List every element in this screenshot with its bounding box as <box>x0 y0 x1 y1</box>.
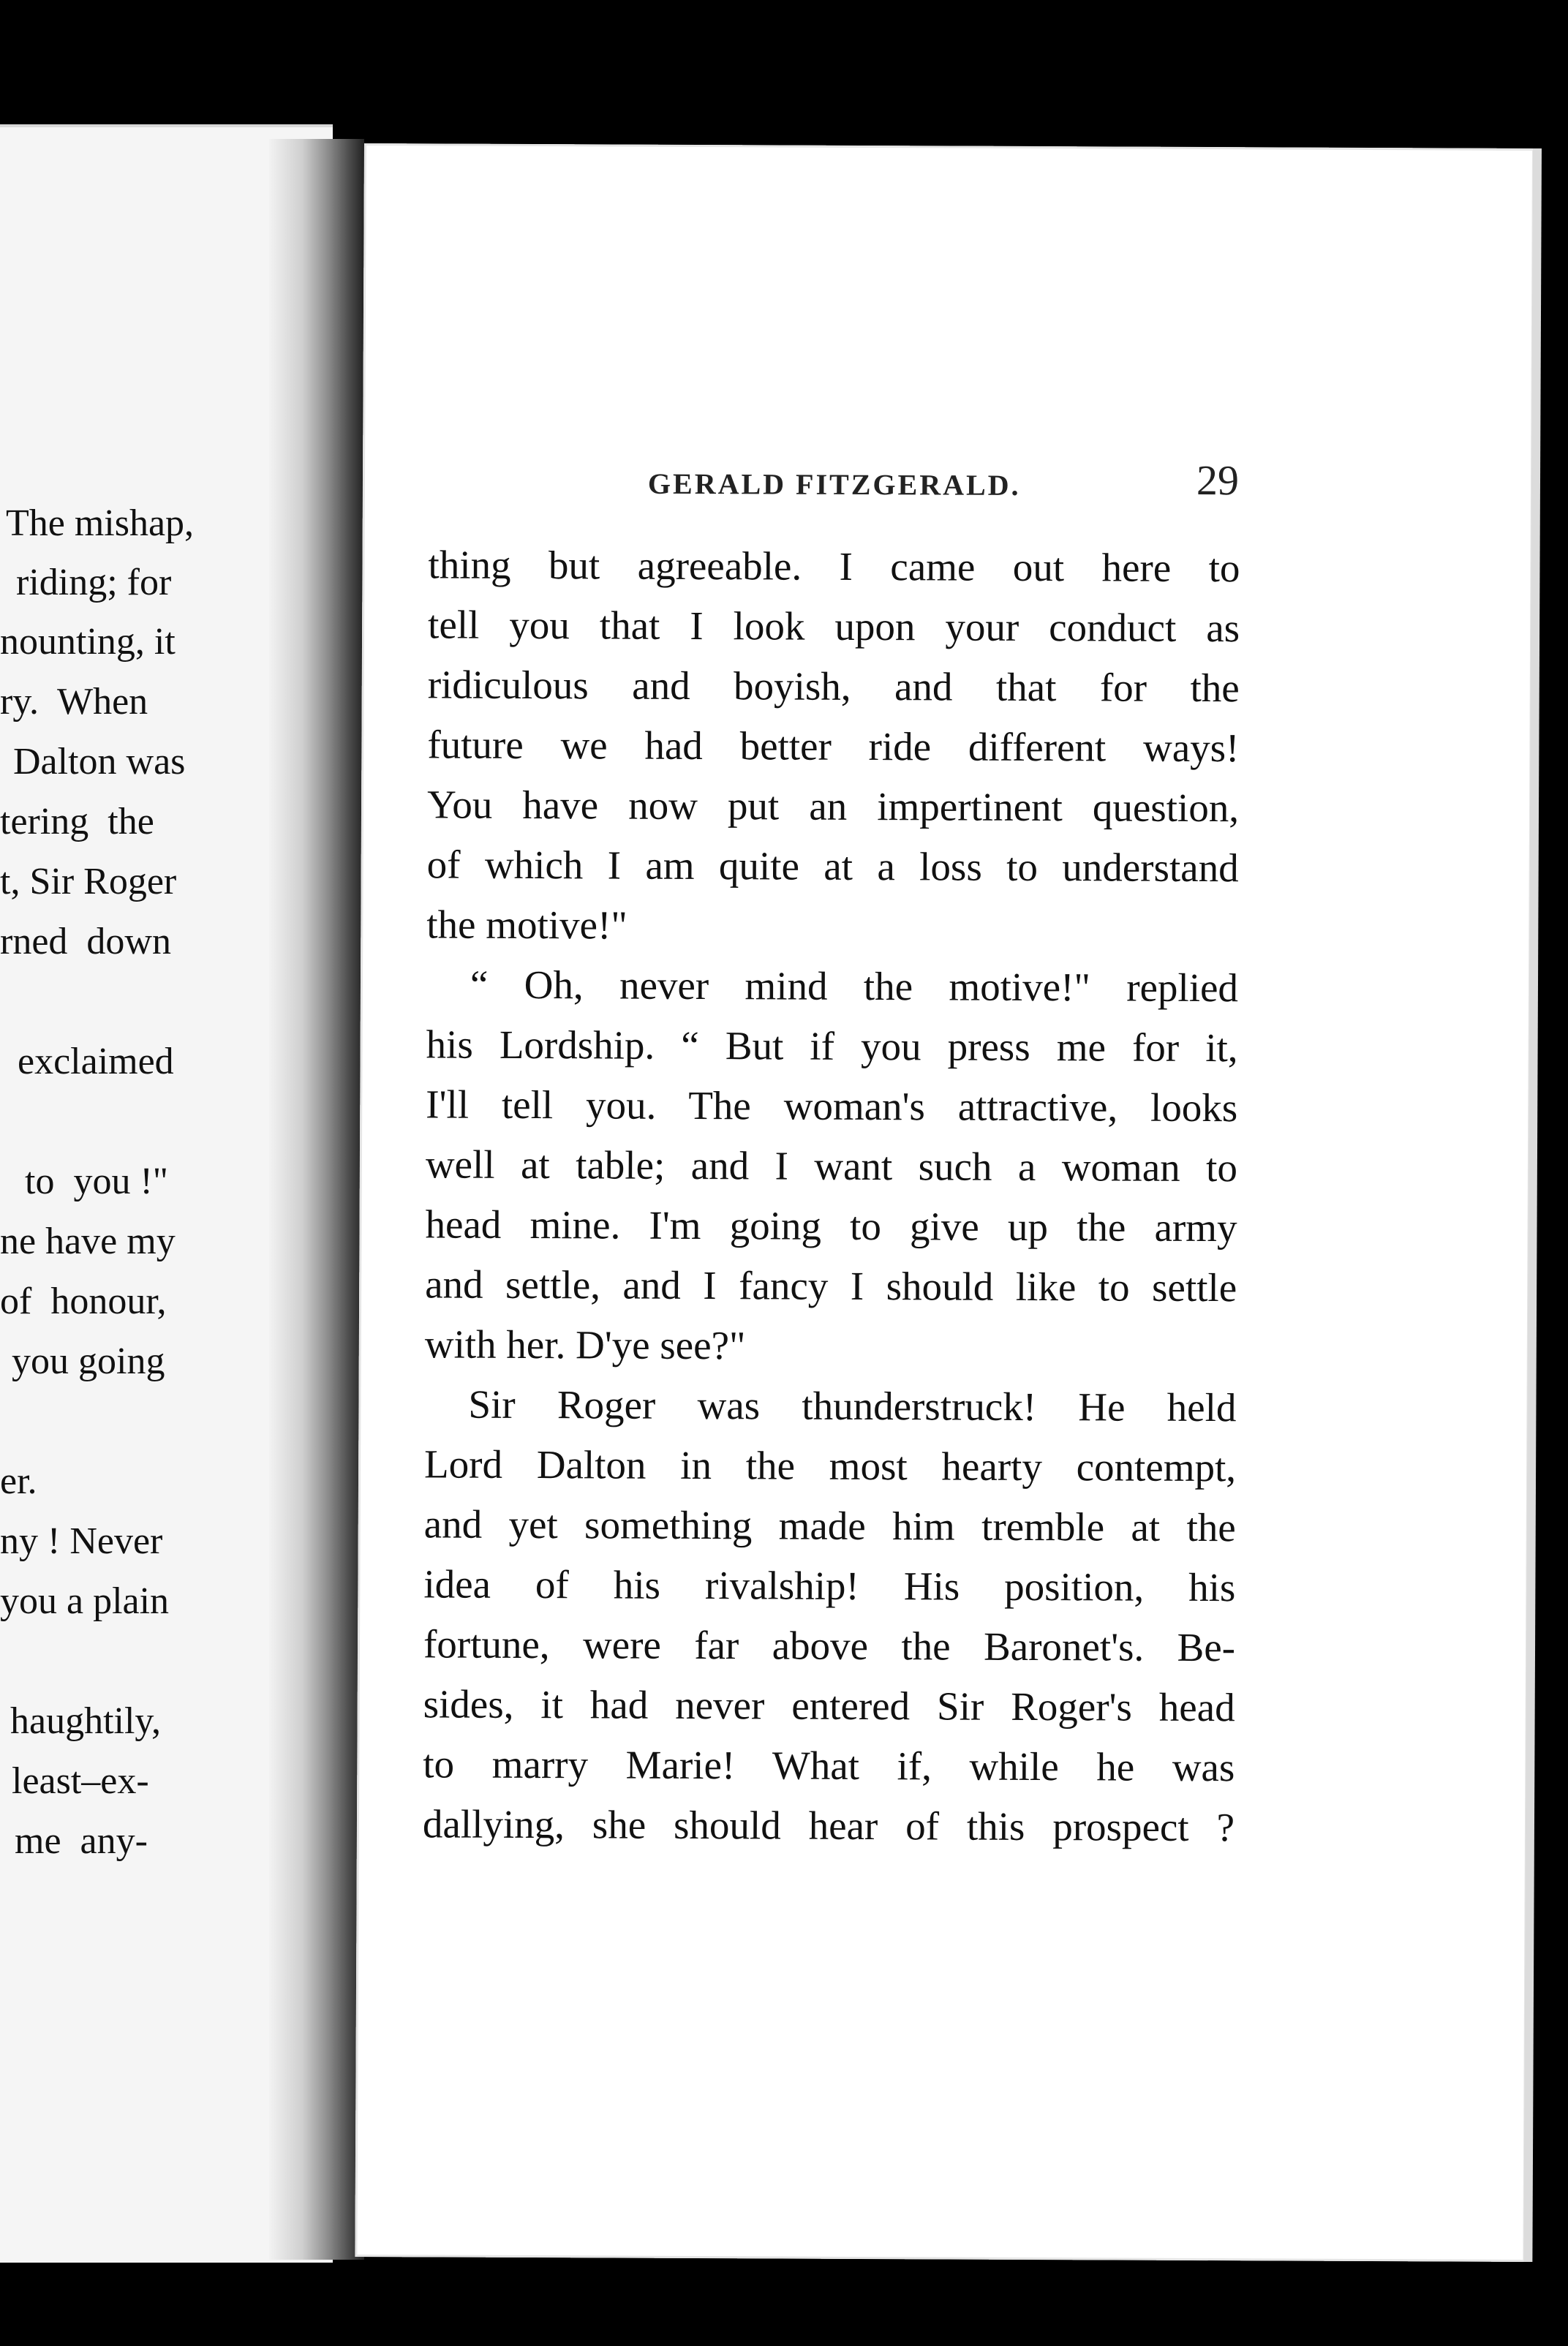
left-line: least–ex- <box>12 1760 149 1802</box>
left-line: me any- <box>15 1820 148 1862</box>
left-line: riding; for <box>16 562 172 603</box>
left-line: t, Sir Roger <box>0 861 177 902</box>
left-line: to you !" <box>25 1161 168 1202</box>
text-line: with her. D'ye see?" <box>424 1321 746 1368</box>
left-line: The mishap, <box>6 502 195 544</box>
text-line: “ Oh, never mind the motive!" replied <box>470 962 1239 1011</box>
text-line: I'll tell you. The woman's attractive, looks <box>426 1082 1238 1131</box>
left-line: Dalton was <box>13 741 186 782</box>
page-number: 29 <box>1196 456 1240 505</box>
text-line: tell you that I look upon your conduct as <box>427 602 1240 651</box>
text-line: well at table; and I want such a woman to <box>425 1142 1238 1191</box>
text-line: and yet something made him tremble at the <box>423 1501 1236 1550</box>
text-line: Lord Dalton in the most hearty contempt, <box>423 1441 1237 1490</box>
left-line: of honour, <box>0 1281 167 1322</box>
running-header: GERALD FITZGERALD. <box>647 467 1021 502</box>
left-line: haughtily, <box>10 1700 162 1742</box>
text-line: his Lordship. “ But if you press me for it, <box>426 1022 1238 1071</box>
text-line: Sir Roger was thunderstruck! He held <box>468 1381 1237 1430</box>
text-line: the motive!" <box>426 902 627 948</box>
text-line: You have now put an impertinent question, <box>426 782 1240 831</box>
left-line: exclaimed <box>18 1041 174 1082</box>
right-page <box>355 143 1534 2262</box>
text-line: ridiculous and boyish, and that for the <box>427 662 1240 711</box>
text-line: to marry Marie! What if, while he was <box>423 1741 1235 1790</box>
text-line: dallying, she should hear of this prospect ? <box>422 1801 1235 1850</box>
left-line: you going <box>12 1340 165 1382</box>
left-line: tering the <box>0 801 154 842</box>
text-line: head mine. I'm going to give up the army <box>425 1202 1237 1251</box>
left-line: nounting, it <box>0 621 176 663</box>
text-line: and settle, and I fancy I should like to settle <box>425 1261 1237 1310</box>
left-line: rned down <box>0 921 171 962</box>
text-line: thing but agreeable. I came out here to <box>428 542 1240 591</box>
left-line: you a plain <box>0 1580 170 1622</box>
text-line: idea of his rivalship! His position, his <box>423 1561 1236 1610</box>
text-line: future we had better ride different ways! <box>427 722 1240 771</box>
left-line: ry. When <box>0 681 148 723</box>
book-gutter-shadow <box>269 139 364 2260</box>
text-line: of which I am quite at a loss to understand <box>426 842 1239 891</box>
text-line: fortune, were far above the Baronet's. Be- <box>423 1621 1236 1670</box>
left-line: ny ! Never <box>0 1520 163 1562</box>
text-line: sides, it had never entered Sir Roger's head <box>423 1681 1235 1730</box>
left-line: er. <box>0 1460 37 1502</box>
left-line: ne have my <box>0 1221 176 1262</box>
